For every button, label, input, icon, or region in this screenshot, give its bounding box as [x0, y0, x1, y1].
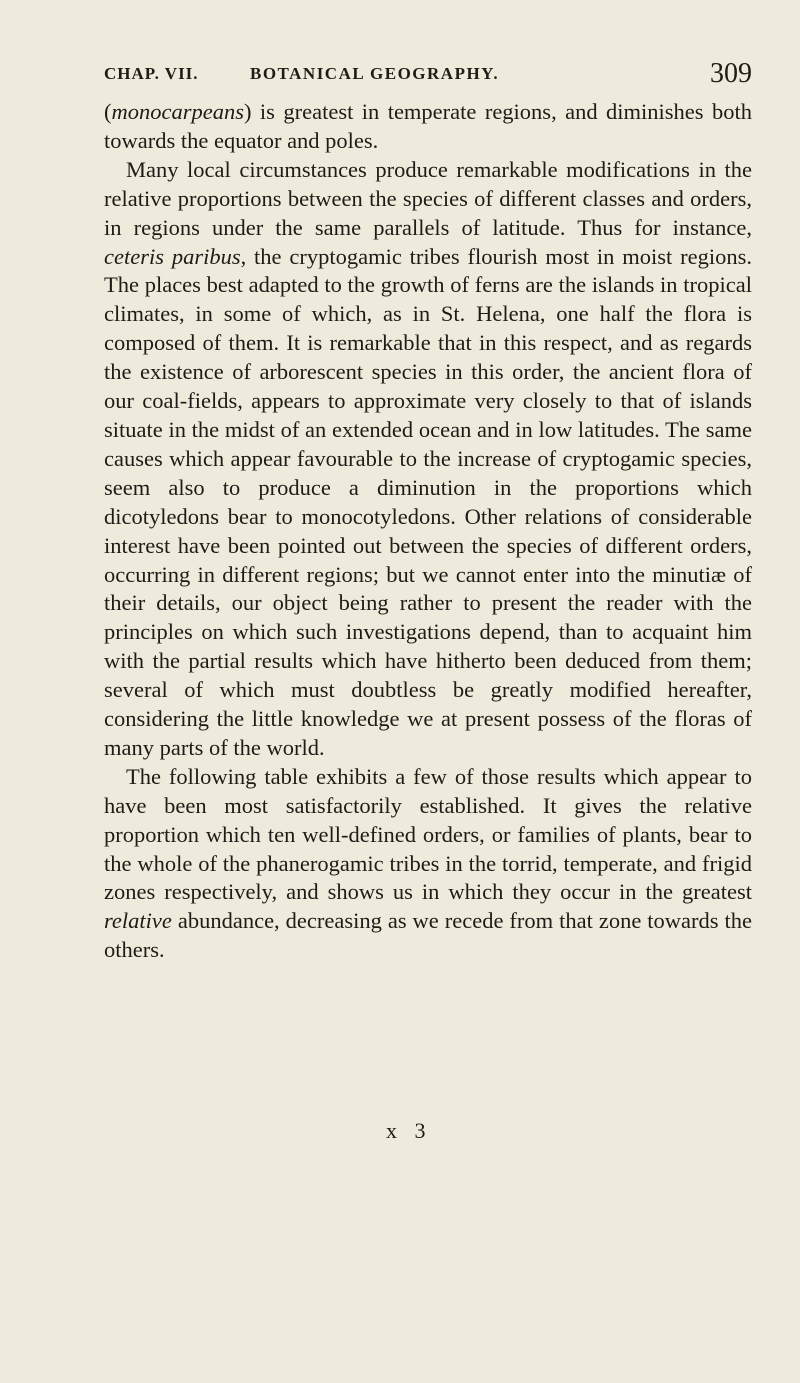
paragraph-text: Many local circumstances produce remarkable modifications in the relative proportions between the species of different classes and orders, in regions under the same parallels of latitude. Thus for instance,	[104, 156, 752, 240]
signature-mark: x 3	[386, 1118, 432, 1143]
chapter-label: CHAP. VII.	[104, 64, 199, 83]
italic-text: ceteris paribus	[104, 243, 241, 269]
page-number: 309	[710, 58, 752, 89]
paragraph	[104, 98, 752, 156]
paragraph	[104, 156, 752, 763]
paragraph-text: abundance, decreasing as we recede from that zone towards the others.	[104, 908, 752, 963]
paragraph-text: ) is greatest in temperate regions, and diminishes both towards the equator and poles.	[104, 99, 752, 153]
running-header	[104, 58, 752, 98]
paragraph-text: (	[104, 99, 112, 124]
paragraph-text: , the cryptogamic tribes flourish most in moist regions. The places best adapted to the growth of ferns are the islands in tropical climates, in some of which, as in St. Helena, one half the flora is composed of them. It is remarkable that in this respect, and as regards the existence of arborescent species in this order, the ancient flora of our coal-fields, appears to approximate very closely to that of islands situate in the midst of an extended ocean and in low latitudes. The same causes which appear favourable to the increase of cryptogamic species, seem also to produce a diminution in the proportions which dicotyledons bear to monocotyledons. Other relations of considerable interest have been pointed out between the species of different orders, occurring in different regions; but we cannot enter into the minutiæ of their details, our object being rather to present the reader with the principles on which such investigations depend, than to acquaint him with the partial results which have hitherto been deduced from them; several of which must doubtless be greatly modified hereafter, considering the little knowledge we at present possess of the floras of many parts of the world.	[104, 243, 752, 760]
paragraph	[104, 763, 752, 965]
italic-text: monocarpeans	[111, 99, 244, 124]
running-title: BOTANICAL GEOGRAPHY.	[250, 64, 500, 83]
italic-text: relative	[104, 908, 172, 934]
body-text	[104, 98, 752, 965]
paragraph-text: The following table exhibits a few of those results which appear to have been most satisfactorily established. It gives the relative proportion which ten well-defined orders, or families of plants, bear to the whole of the phanerogamic tribes in the torrid, temperate, and frigid zones respectively, and shows us in which they occur in the greatest	[104, 763, 752, 905]
